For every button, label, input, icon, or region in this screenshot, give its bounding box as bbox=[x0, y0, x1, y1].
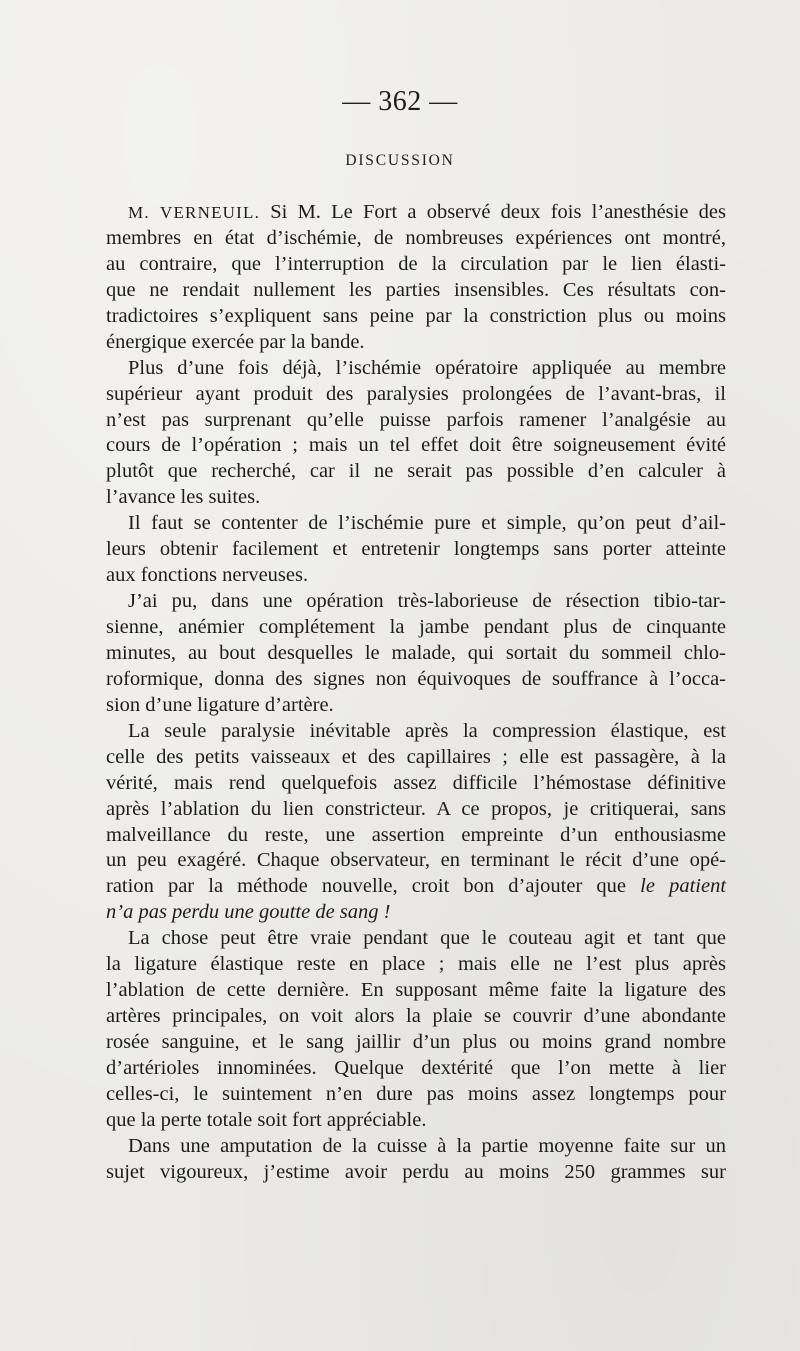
text-line: au contraire, que l’interruption de la circulation par le lien élasti- bbox=[106, 252, 726, 275]
text-line: Il faut se contenter de l’ischémie pure et simple, qu’on peut d’ail- bbox=[128, 512, 726, 535]
text-line: plutôt que recherché, car il ne serait pas possible d’en calculer à bbox=[106, 460, 726, 483]
text-line: ration par la méthode nouvelle, croit bon d’ajouter que le patient bbox=[106, 875, 727, 898]
text-line: d’artérioles innominées. Quelque dextérité que l’on mette à lier bbox=[106, 1056, 726, 1079]
text-line: roformique, donna des signes non équivoques de souffrance à l’occa- bbox=[106, 667, 726, 690]
text-line: rosée sanguine, et le sang jaillir d’un plus ou moins grand nombre bbox=[106, 1031, 726, 1053]
text-line: celle des petits vaisseaux et des capillaires ; elle est passagère, à la bbox=[106, 745, 726, 768]
text-line: l’ablation de cette dernière. En supposant même faite la ligature des bbox=[106, 979, 726, 1002]
text-line: aux fonctions nerveuses. bbox=[106, 564, 309, 587]
text-line: sion d’une ligature d’artère. bbox=[106, 693, 334, 716]
text-line: un peu exagéré. Chaque observateur, en terminant le récit d’une opé- bbox=[106, 849, 726, 872]
text-line: sujet vigoureux, j’estime avoir perdu au moins 250 grammes sur bbox=[106, 1160, 726, 1183]
speaker-name: M. VERNEUIL. bbox=[128, 203, 261, 222]
text-line: que la perte totale soit fort appréciable. bbox=[106, 1108, 427, 1131]
text-line: minutes, au bout desquelles le malade, qui sortait du sommeil chlo- bbox=[106, 641, 726, 664]
text-line: La chose peut être vraie pendant que le couteau agit et tant que bbox=[128, 927, 726, 950]
text-line: vérité, mais rend quelquefois assez difficile l’hémostase définitive bbox=[106, 771, 726, 794]
text-line: M. VERNEUIL. Si M. Le Fort a observé deux fois l’anesthésie des bbox=[128, 201, 726, 223]
text-line: supérieur ayant produit des paralysies prolongées de l’avant-bras, il bbox=[106, 382, 726, 405]
text-line: après l’ablation du lien constricteur. A ce propos, je critiquerai, sans bbox=[106, 797, 726, 820]
text-line: tradictoires s’expliquent sans peine par la constriction plus ou moins bbox=[106, 304, 726, 327]
text-line: que ne rendait nullement les parties insensibles. Ces résultats con- bbox=[106, 278, 726, 301]
text-line: artères principales, on voit alors la plaie se couvrir d’une abondante bbox=[106, 1005, 726, 1028]
text-line: sienne, anémier complétement la jambe pendant plus de cinquante bbox=[106, 616, 726, 638]
text-line: cours de l’opération ; mais un tel effet doit être soigneusement évité bbox=[106, 434, 726, 457]
text-line: la ligature élastique reste en place ; mais elle ne l’est plus après bbox=[106, 953, 726, 976]
italic-quote: le patient bbox=[640, 875, 727, 898]
text-line: n’est pas surprenant qu’elle puisse parfois ramener l’analgésie au bbox=[106, 408, 726, 431]
text-line: leurs obtenir facilement et entretenir longtemps sans porter atteinte bbox=[106, 538, 726, 561]
text-line: J’ai pu, dans une opération très-laborieuse de résection tibio-tar- bbox=[128, 590, 726, 613]
text-line: Plus d’une fois déjà, l’ischémie opératoire appliquée au membre bbox=[128, 356, 726, 379]
text-line: malveillance du reste, une assertion empreinte d’un enthousiasme bbox=[106, 823, 726, 846]
italic-quote-line: n’a pas perdu une goutte de sang ! bbox=[106, 901, 391, 924]
text-line: membres en état d’ischémie, de nombreuses expériences ont montré, bbox=[106, 226, 726, 249]
text-line: énergique exercée par la bande. bbox=[106, 330, 365, 353]
text-line: Dans une amputation de la cuisse à la partie moyenne faite sur un bbox=[128, 1134, 726, 1157]
text-line: l’avance les suites. bbox=[106, 486, 261, 509]
section-title: DISCUSSION bbox=[345, 152, 455, 169]
page-number: — 362 — bbox=[342, 86, 458, 117]
text-line: La seule paralysie inévitable après la compression élastique, est bbox=[128, 719, 726, 742]
text-line: celles-ci, le suintement n’en dure pas moins assez longtemps pour bbox=[106, 1082, 726, 1105]
body-text bbox=[106, 200, 726, 1186]
